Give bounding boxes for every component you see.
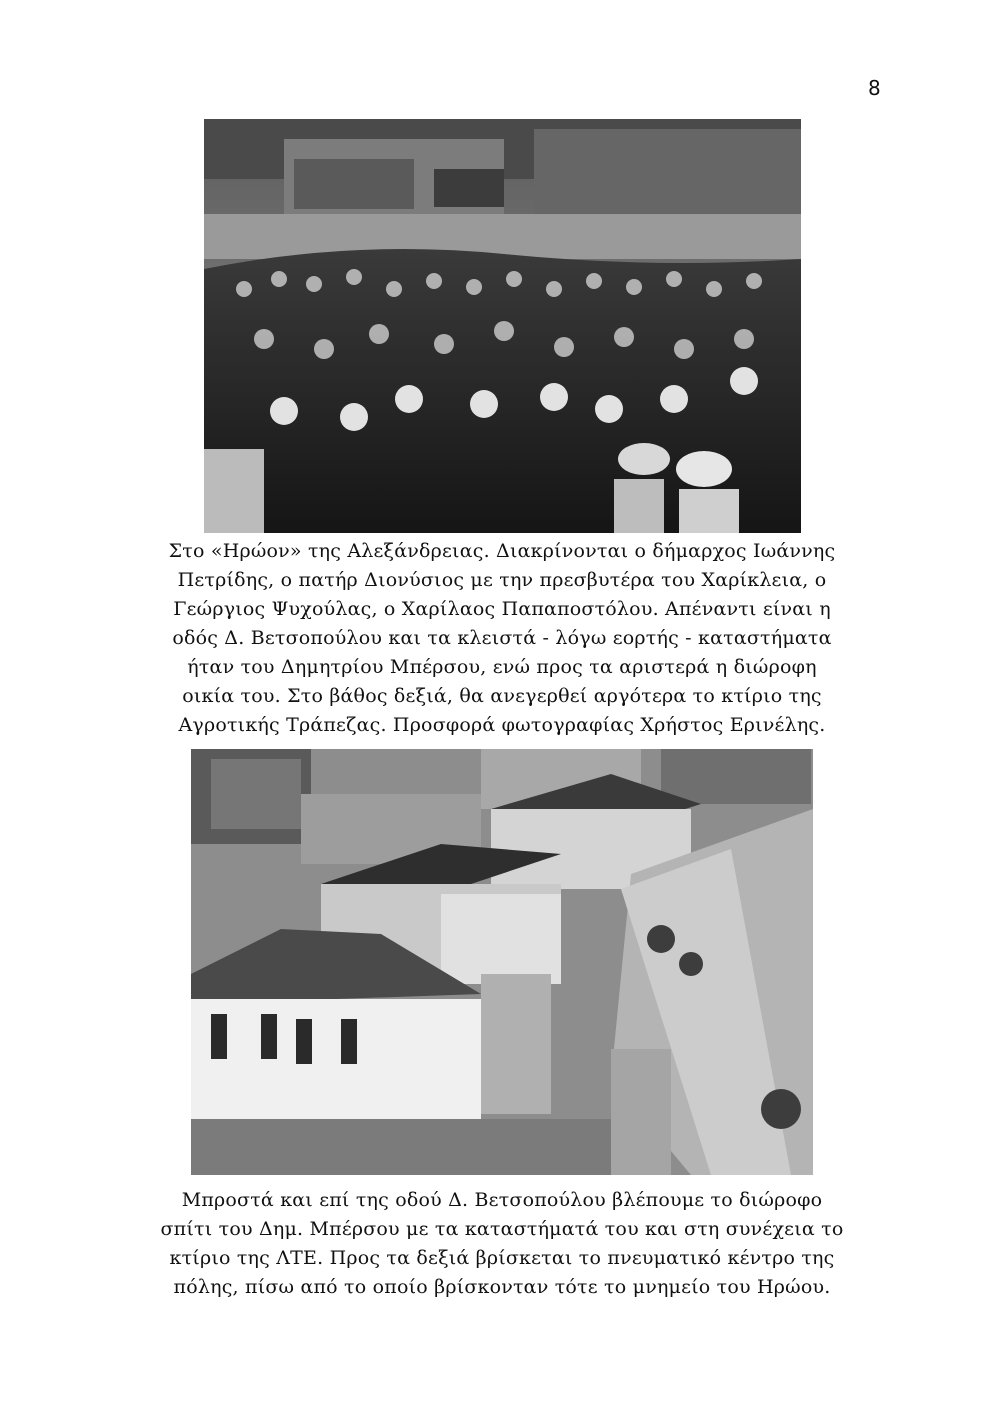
- caption-line: Μπροστά και επί της οδού Δ. Βετσοπούλου βλέπουμε το διώροφο: [181, 1189, 823, 1211]
- caption-line: πόλης, πίσω από το οποίο βρίσκονταν τότε το μνημείο του Ηρώου.: [173, 1276, 831, 1298]
- crowd-photo: [204, 119, 801, 533]
- caption-line: Πετρίδης, ο πατήρ Διονύσιος με την πρεσβυτέρα του Χαρίκλεια, ο: [177, 569, 827, 591]
- photo-caption: [140, 537, 864, 740]
- caption-line: Αγροτικής Τράπεζας. Προσφορά φωτογραφίας Χρήστος Ερινέλης.: [178, 714, 826, 736]
- caption-line: σπίτι του Δημ. Μπέρσου με τα καταστήματά του και στη συνέχεια το: [160, 1218, 844, 1240]
- caption-line: Στο «Ηρώον» της Αλεξάνδρειας. Διακρίνονται ο δήμαρχος Ιωάννης: [168, 540, 836, 562]
- caption-line: κτίριο της ΛΤΕ. Προς τα δεξιά βρίσκεται το πνευματικό κέντρο της: [169, 1247, 835, 1269]
- caption-line: οδός Δ. Βετσοπούλου και τα κλειστά - λόγω εορτής - καταστήματα: [172, 627, 832, 649]
- street-view-photo: [191, 749, 813, 1175]
- caption-line: Γεώργιος Ψυχούλας, ο Χαρίλαος Παπαποστόλου. Απέναντι είναι η: [173, 598, 831, 620]
- photo-caption: [140, 1186, 864, 1302]
- page-number: 8: [868, 76, 881, 100]
- caption-line: ήταν του Δημητρίου Μπέρσου, ενώ προς τα αριστερά η διώροφη: [187, 656, 817, 678]
- caption-line: οικία του. Στο βάθος δεξιά, θα ανεγερθεί αργότερα το κτίριο της: [182, 685, 822, 707]
